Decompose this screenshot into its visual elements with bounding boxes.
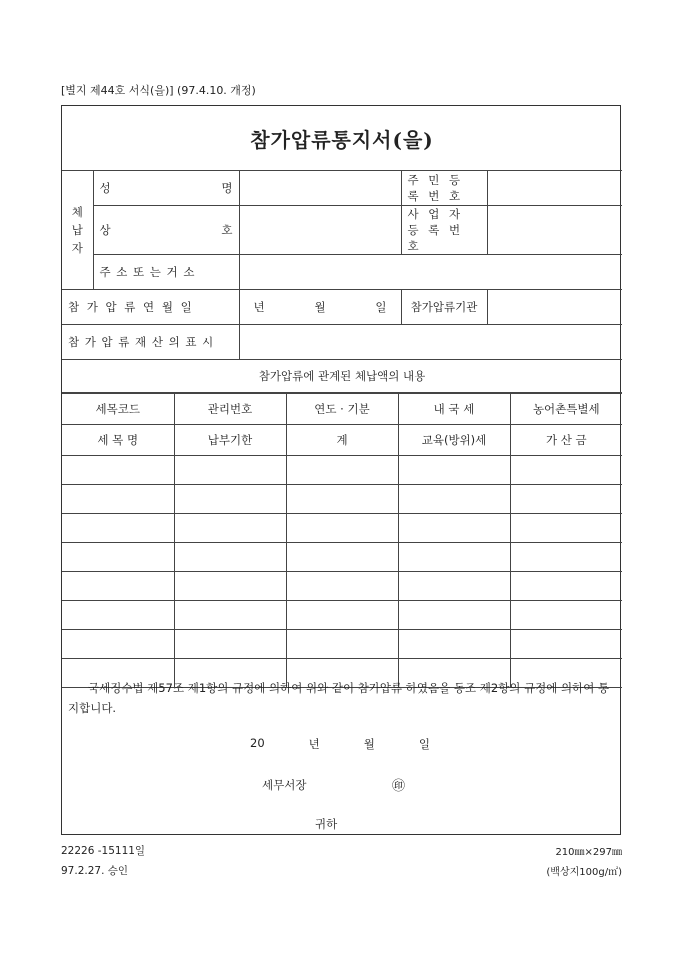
name-label-b: 명 — [221, 181, 233, 195]
table-row — [62, 630, 622, 659]
agency-label: 참가압류기관 — [401, 290, 487, 325]
notice-date-prefix: 20 — [250, 736, 265, 750]
column-header-row-1-cell: 농어촌특별세 — [510, 394, 622, 425]
column-header-row-2-cell: 교육(방위)세 — [398, 425, 510, 456]
address-label: 주 소 또 는 거 소 — [93, 255, 239, 290]
arrears-section-title: 참가압류에 관계된 체납액의 내용 — [62, 360, 622, 393]
notice-date-day: 일 — [418, 737, 430, 751]
notice-text: 국세징수법 제57조 제1항의 규정에 의하여 위와 같이 참가압류 하였음을 동조 제2항의 규정에 의하여 통지합니다. — [68, 681, 610, 715]
table-row-cell[interactable] — [286, 485, 398, 514]
table-row-cell[interactable] — [174, 514, 286, 543]
business-no-label-text: 사 업 자 등 록 번 호 — [407, 207, 464, 253]
footer-code: 22226 -15111일 — [61, 845, 146, 857]
property-value[interactable] — [239, 325, 622, 360]
taxpayer-group-label — [62, 171, 93, 290]
table-row-cell[interactable] — [510, 485, 622, 514]
table-row — [62, 514, 622, 543]
table-row-cell[interactable] — [398, 514, 510, 543]
notice-date-month: 월 — [363, 737, 375, 751]
table-row — [62, 485, 622, 514]
taxpayer-group-text: 체 납 자 — [71, 205, 83, 255]
table-row-cell[interactable] — [174, 456, 286, 485]
business-no-value[interactable] — [487, 206, 622, 255]
notice-block — [62, 674, 620, 836]
notice-date-year: 년 — [308, 737, 320, 751]
trade-name-label — [93, 206, 239, 255]
table-row-cell[interactable] — [286, 630, 398, 659]
table-row-cell[interactable] — [510, 514, 622, 543]
resident-no-label — [401, 171, 487, 206]
column-header-row-2-cell: 세 목 명 — [62, 425, 174, 456]
column-header-row-2 — [62, 425, 622, 456]
table-row-cell[interactable] — [510, 456, 622, 485]
table-row-cell[interactable] — [174, 485, 286, 514]
seizure-date-label: 참 가 압 류 연 월 일 — [62, 290, 239, 325]
table-row-cell[interactable] — [286, 601, 398, 630]
table-row-cell[interactable] — [398, 601, 510, 630]
table-row — [62, 543, 622, 572]
seizure-date-value[interactable] — [239, 290, 401, 325]
column-header-row-2-cell: 계 — [286, 425, 398, 456]
table-row-cell[interactable] — [174, 630, 286, 659]
footer-paper: (백상지100g/㎡) — [546, 867, 622, 878]
notice-date-line — [250, 736, 430, 752]
name-value[interactable] — [239, 171, 401, 206]
table-row — [62, 601, 622, 630]
arrears-table — [62, 393, 622, 688]
business-no-label — [401, 206, 487, 255]
agency-value[interactable] — [487, 290, 622, 325]
table-row-cell[interactable] — [62, 630, 174, 659]
trade-name-label-b: 호 — [221, 223, 233, 237]
column-header-row-1-cell: 관리번호 — [174, 394, 286, 425]
document-title: 참가압류통지서(을) — [62, 106, 622, 171]
table-row-cell[interactable] — [510, 572, 622, 601]
property-label: 참 가 압 류 재 산 의 표 시 — [62, 325, 239, 360]
table-row-cell[interactable] — [286, 456, 398, 485]
table-row-cell[interactable] — [62, 485, 174, 514]
table-row-cell[interactable] — [286, 572, 398, 601]
table-row-cell[interactable] — [62, 543, 174, 572]
table-row-cell[interactable] — [174, 601, 286, 630]
seal-mark: ㊞ — [392, 779, 406, 794]
column-header-row-1 — [62, 394, 622, 425]
table-row-cell[interactable] — [62, 572, 174, 601]
column-header-row-1-cell: 세목코드 — [62, 394, 174, 425]
resident-no-value[interactable] — [487, 171, 622, 206]
trade-name-value[interactable] — [239, 206, 401, 255]
date-year: 년 — [253, 300, 265, 314]
table-row-cell[interactable] — [398, 630, 510, 659]
table-row-cell[interactable] — [398, 543, 510, 572]
address-value[interactable] — [239, 255, 622, 290]
table-row — [62, 456, 622, 485]
footer-size: 210㎜×297㎜ — [555, 847, 622, 858]
name-label — [93, 171, 239, 206]
arrears-table-wrapper — [62, 393, 622, 689]
footer-approval: 97.2.27. 승인 — [61, 865, 129, 877]
column-header-row-1-cell: 내 국 세 — [398, 394, 510, 425]
form-number-note: [별지 제44호 서식(을)] (97.4.10. 개정) — [61, 84, 256, 97]
date-day: 일 — [375, 300, 387, 314]
table-row-cell[interactable] — [62, 601, 174, 630]
table-row-cell[interactable] — [510, 543, 622, 572]
column-header-row-2-cell: 가 산 금 — [510, 425, 622, 456]
table-row-cell[interactable] — [286, 514, 398, 543]
table-row-cell[interactable] — [398, 485, 510, 514]
table-row-cell[interactable] — [62, 514, 174, 543]
date-month: 월 — [314, 300, 326, 314]
column-header-row-2-cell: 납부기한 — [174, 425, 286, 456]
name-label-a: 성 — [99, 181, 111, 195]
trade-name-label-a: 상 — [99, 223, 111, 237]
form-table — [62, 106, 622, 688]
table-row-cell[interactable] — [510, 601, 622, 630]
column-header-row-1-cell: 연도 · 기분 — [286, 394, 398, 425]
table-row-cell[interactable] — [398, 456, 510, 485]
table-row-cell[interactable] — [174, 572, 286, 601]
table-row-cell[interactable] — [174, 543, 286, 572]
table-row-cell[interactable] — [510, 630, 622, 659]
notice-form — [61, 105, 621, 835]
recipient-suffix: 귀하 — [315, 817, 338, 831]
table-row-cell[interactable] — [286, 543, 398, 572]
table-row-cell[interactable] — [398, 572, 510, 601]
resident-no-label-text: 주 민 등 록 번 호 — [407, 173, 464, 203]
table-row-cell[interactable] — [62, 456, 174, 485]
signer-title: 세무서장 — [262, 778, 307, 792]
table-row — [62, 572, 622, 601]
